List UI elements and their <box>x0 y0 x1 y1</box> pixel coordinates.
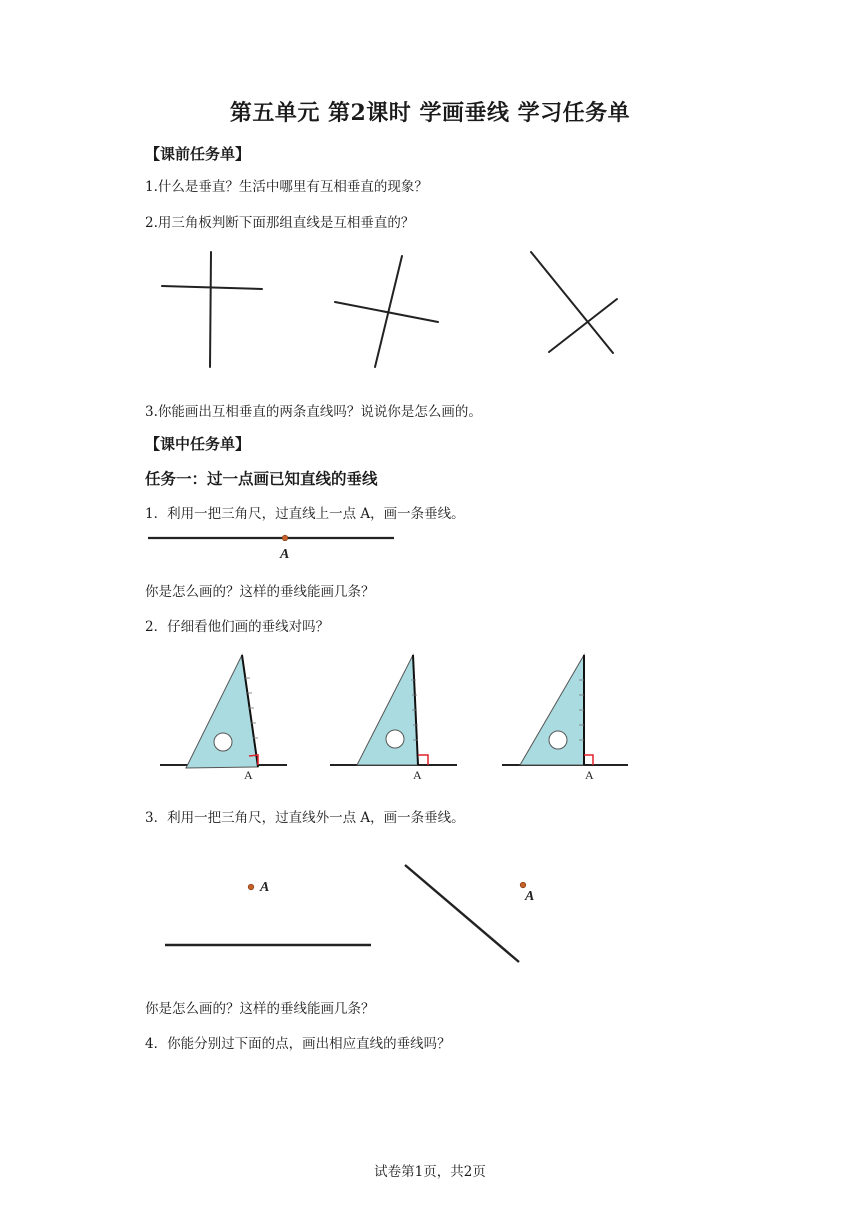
task-one-title: 任务一：过一点画已知直线的垂线 <box>145 470 378 488</box>
pre-question-1: 1.什么是垂直？生活中哪里有互相垂直的现象？ <box>145 179 428 195</box>
task1-question-2: 2．仔细看他们画的垂线对吗？ <box>145 619 330 635</box>
point-a-label-3: A <box>525 889 535 904</box>
in-class-section-heading: 【课中任务单】 <box>145 435 251 453</box>
page-title: 第五单元 第2课时 学画垂线 学习任务单 <box>229 100 631 126</box>
set-square-2-label: A <box>413 768 422 782</box>
figure-horizontal-line <box>165 880 371 945</box>
pre-question-3: 3.你能画出互相垂直的两条直线吗？说说你是怎么画的。 <box>145 404 482 420</box>
set-square-3-label: A <box>585 768 594 782</box>
task1-question-1: 1．利用一把三角尺，过直线上一点 A，画一条垂线。 <box>145 506 465 522</box>
task1-question-1-follow: 你是怎么画的？这样的垂线能画几条？ <box>145 584 375 600</box>
pre-question-2: 2.用三角板判断下面那组直线是互相垂直的？ <box>145 215 415 231</box>
point-a-label: A <box>280 547 290 562</box>
page-footer: 试卷第1页，共2页 <box>374 1164 486 1180</box>
pre-class-section-heading: 【课前任务单】 <box>145 145 251 163</box>
task1-question-4: 4．你能分别过下面的点，画出相应直线的垂线吗？ <box>145 1036 451 1052</box>
set-square-1-label: A <box>244 768 253 782</box>
figure-slanted-line <box>405 865 534 962</box>
task1-question-3-follow: 你是怎么画的？这样的垂线能画几条？ <box>145 1001 375 1017</box>
task1-question-3: 3．利用一把三角尺，过直线外一点 A，画一条垂线。 <box>145 810 465 826</box>
point-a-label-2: A <box>260 880 270 895</box>
